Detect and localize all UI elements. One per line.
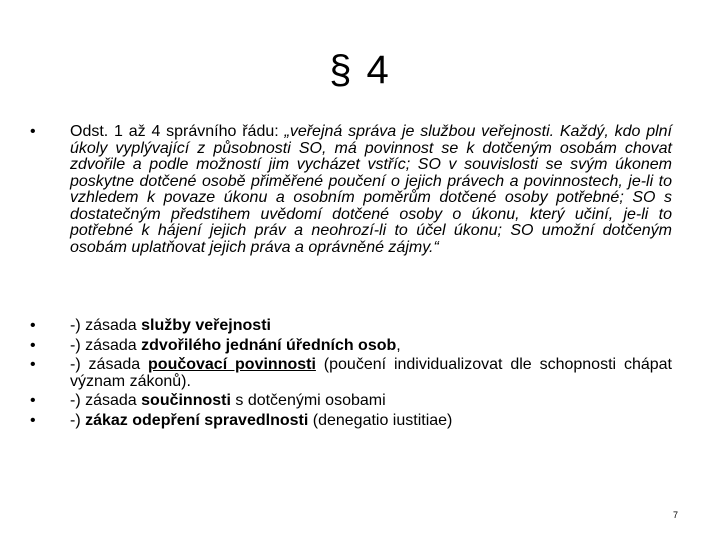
- principle-name: poučovací povinnosti: [148, 356, 316, 373]
- principle-prefix: -) zásada: [70, 392, 142, 409]
- principle-item-justice: [30, 413, 672, 430]
- principles-bullet-list: [30, 318, 672, 432]
- bullet-item-legal-quote: [30, 124, 672, 256]
- principle-name: zákaz odepření spravedlnosti: [85, 411, 309, 429]
- bullet-icon: •: [30, 356, 36, 373]
- bullet-lead-text: Odst. 1 až 4 správního řádu:: [70, 123, 285, 140]
- slide-title: § 4: [329, 48, 391, 92]
- principle-suffix: (denegatio iustitiae): [308, 411, 453, 429]
- principle-item-instruction: [30, 357, 672, 390]
- principle-prefix: -) zásada: [70, 356, 149, 373]
- principle-prefix: -) zásada: [70, 317, 142, 334]
- principle-suffix: ,: [396, 336, 401, 354]
- page-number: 7: [672, 510, 678, 520]
- bullet-icon: •: [30, 411, 36, 429]
- bullet-icon: •: [30, 392, 36, 409]
- principle-item-service: [30, 318, 672, 335]
- bullet-icon: •: [30, 123, 36, 140]
- principle-item-courtesy: [30, 338, 672, 355]
- principle-prefix: -): [70, 411, 86, 429]
- bullet-icon: •: [30, 336, 36, 354]
- principle-item-cooperation: [30, 393, 672, 410]
- bullet-icon: •: [30, 317, 36, 334]
- principle-name: zdvořilého jednání úředních osob: [141, 336, 397, 354]
- principle-suffix: (poučení individualizovat dle schopnosti chápat význam zákonů).: [70, 356, 672, 390]
- principle-name: součinnosti: [141, 392, 231, 409]
- principle-suffix: s dotčenými osobami: [230, 392, 386, 409]
- principle-name: služby veřejnosti: [141, 317, 271, 334]
- legal-quote-text: „veřejná správa je službou veřejnosti. Každý, kdo plní úkoly vyplývající z působnosti SO, má povinnost se k dotčeným osobám chovat zdvořile a podle možností jim vycházet vstříc; SO v souvislosti se svým úkonem poskytne dotčené osobě přiměřené poučení o jejich právech a povinnostech, je-li to vzhledem k povaze úkonu a osobním poměrům dotčené osoby potřebné; SO s dostatečným předstihem uvědomí dotčené osoby o úkonu, který učiní, je-li to potřebné k hájení jejich práv a neohrozí-li to účel úkonu; SO umožní dotčeným osobám uplatňovat jejich práva a oprávněné zájmy.“: [70, 123, 672, 256]
- intro-bullet-list: [30, 124, 672, 256]
- principle-prefix: -) zásada: [70, 336, 142, 354]
